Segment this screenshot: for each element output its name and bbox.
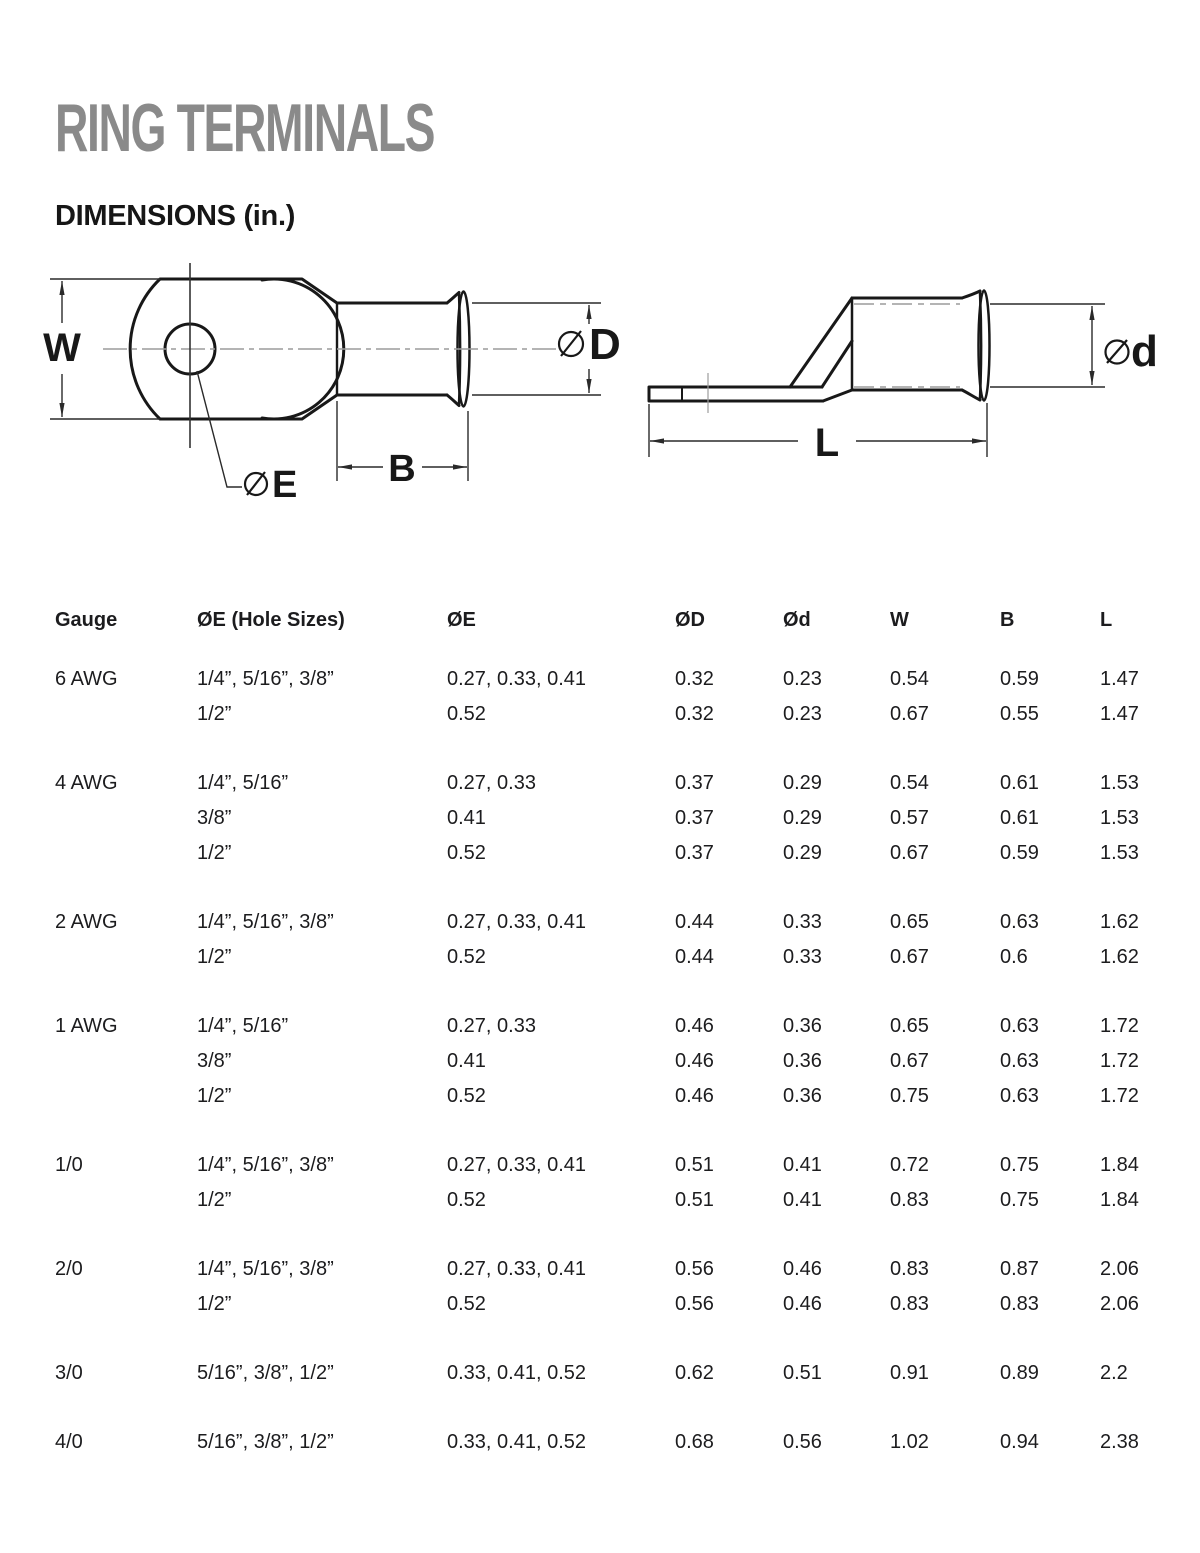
value-cell: 0.63: [1000, 1015, 1039, 1037]
value-cell: 0.41: [447, 807, 486, 829]
value-cell: 0.65: [890, 1015, 929, 1037]
value-cell: 0.67: [890, 1050, 929, 1072]
value-cell: 0.62: [675, 1362, 714, 1384]
value-cell: 0.83: [890, 1189, 929, 1211]
column-header: ØE: [447, 609, 476, 631]
value-cell: 1/2”: [197, 946, 232, 968]
value-cell: 2.06: [1100, 1258, 1139, 1280]
column-header: B: [1000, 609, 1015, 631]
value-cell: 0.27, 0.33, 0.41: [447, 668, 587, 690]
gauge-cell: 6 AWG: [55, 668, 118, 690]
value-cell: 0.57: [890, 807, 929, 829]
value-cell: 0.67: [890, 703, 929, 725]
gauge-cell: [55, 1183, 197, 1218]
value-cell: 0.36: [783, 1015, 822, 1037]
value-cell: 1.47: [1100, 703, 1139, 725]
value-cell: 0.55: [1000, 703, 1039, 725]
gauge-section: [55, 662, 1165, 732]
value-cell: 1/4”, 5/16”: [197, 772, 289, 794]
value-cell: 0.33: [783, 911, 822, 933]
value-cell: 0.68: [675, 1431, 714, 1453]
value-cell: 0.33: [783, 946, 822, 968]
gauge-section: [55, 1356, 1165, 1391]
value-cell: 0.83: [890, 1258, 929, 1280]
value-cell: 1/4”, 5/16”, 3/8”: [197, 1154, 334, 1176]
oe-leader-line: [197, 371, 242, 487]
value-cell: 0.63: [1000, 1085, 1039, 1107]
value-cell: 0.46: [783, 1293, 822, 1315]
gauge-cell: [55, 940, 197, 975]
value-cell: 0.83: [890, 1293, 929, 1315]
value-cell: 1.53: [1100, 842, 1139, 864]
dim-label-l: L: [814, 421, 840, 465]
value-cell: 0.33, 0.41, 0.52: [447, 1431, 587, 1453]
value-cell: 0.59: [1000, 842, 1039, 864]
value-cell: 0.56: [783, 1431, 822, 1453]
table-row: [55, 1356, 1165, 1391]
value-cell: 0.44: [675, 911, 714, 933]
table-row: [55, 1252, 1165, 1287]
value-cell: 0.36: [783, 1050, 822, 1072]
value-cell: 0.63: [1000, 1050, 1039, 1072]
gauge-cell: [55, 697, 197, 732]
column-header: W: [890, 609, 909, 631]
value-cell: 1.02: [890, 1431, 929, 1453]
page-title: RING TERMINALS: [55, 90, 435, 166]
dim-label-oe: E: [272, 464, 298, 506]
value-cell: 0.46: [783, 1258, 822, 1280]
value-cell: 0.59: [1000, 668, 1039, 690]
value-cell: 0.51: [783, 1362, 822, 1384]
value-cell: 1.53: [1100, 772, 1139, 794]
value-cell: 0.32: [675, 703, 714, 725]
table-row: [55, 697, 1165, 732]
value-cell: 0.94: [1000, 1431, 1039, 1453]
column-header: L: [1100, 609, 1113, 631]
value-cell: 0.56: [675, 1258, 714, 1280]
value-cell: 1/2”: [197, 703, 232, 725]
value-cell: 1/4”, 5/16”, 3/8”: [197, 668, 334, 690]
column-header: Gauge: [55, 609, 118, 631]
value-cell: 0.89: [1000, 1362, 1039, 1384]
dim-label-id: d: [1131, 327, 1158, 376]
value-cell: 1.84: [1100, 1154, 1139, 1176]
dimensions-table-body: [55, 662, 1165, 1494]
value-cell: 0.61: [1000, 807, 1039, 829]
value-cell: 0.52: [447, 1293, 486, 1315]
value-cell: 0.46: [675, 1085, 714, 1107]
value-cell: 1.72: [1100, 1050, 1139, 1072]
value-cell: 0.32: [675, 668, 714, 690]
side-tongue: [649, 387, 823, 401]
value-cell: 1/4”, 5/16”, 3/8”: [197, 911, 334, 933]
dimensions-table-header: [55, 603, 1165, 638]
table-row: [55, 766, 1165, 801]
gauge-cell: 1 AWG: [55, 1015, 118, 1037]
value-cell: 0.63: [1000, 911, 1039, 933]
table-header-row: [55, 603, 1165, 638]
value-cell: 0.27, 0.33, 0.41: [447, 1258, 587, 1280]
value-cell: 0.52: [447, 1189, 486, 1211]
gauge-section: [55, 1009, 1165, 1114]
gauge-cell: 2/0: [55, 1258, 83, 1280]
value-cell: 0.83: [1000, 1293, 1039, 1315]
gauge-cell: 1/0: [55, 1154, 83, 1176]
table-row: [55, 905, 1165, 940]
table-row: [55, 662, 1165, 697]
value-cell: 0.56: [675, 1293, 714, 1315]
value-cell: 2.38: [1100, 1431, 1139, 1453]
ring-terminal-side-view: [649, 291, 990, 402]
table-row: [55, 1425, 1165, 1460]
value-cell: 0.72: [890, 1154, 929, 1176]
table-row: [55, 1148, 1165, 1183]
dim-label-w: W: [43, 326, 81, 370]
gauge-cell: 4 AWG: [55, 772, 118, 794]
value-cell: 0.27, 0.33, 0.41: [447, 911, 587, 933]
value-cell: 1/2”: [197, 1293, 232, 1315]
value-cell: 0.23: [783, 668, 822, 690]
gauge-section: [55, 1148, 1165, 1218]
table-row: [55, 1009, 1165, 1044]
diameter-symbol-od: [559, 331, 583, 356]
table-row: [55, 801, 1165, 836]
value-cell: 1/2”: [197, 1085, 232, 1107]
value-cell: 0.75: [890, 1085, 929, 1107]
table-row: [55, 1183, 1165, 1218]
value-cell: 0.37: [675, 842, 714, 864]
value-cell: 0.52: [447, 842, 486, 864]
section-heading-dimensions: DIMENSIONS (in.): [55, 200, 296, 232]
gauge-section: [55, 1425, 1165, 1460]
value-cell: 0.41: [447, 1050, 486, 1072]
value-cell: 0.41: [783, 1154, 822, 1176]
value-cell: 0.46: [675, 1015, 714, 1037]
table-row: [55, 1287, 1165, 1322]
table-row: [55, 940, 1165, 975]
value-cell: 0.37: [675, 772, 714, 794]
value-cell: 0.67: [890, 842, 929, 864]
gauge-section: [55, 1252, 1165, 1322]
value-cell: 0.27, 0.33: [447, 772, 536, 794]
value-cell: 0.54: [890, 772, 929, 794]
gauge-cell: [55, 1079, 197, 1114]
table-row: [55, 1044, 1165, 1079]
diameter-symbol-oe: [245, 472, 267, 495]
value-cell: 0.91: [890, 1362, 929, 1384]
value-cell: 0.41: [783, 1189, 822, 1211]
column-header: ØE (Hole Sizes): [197, 609, 345, 631]
value-cell: 0.67: [890, 946, 929, 968]
gauge-section: [55, 766, 1165, 871]
value-cell: 0.46: [675, 1050, 714, 1072]
value-cell: 1/2”: [197, 1189, 232, 1211]
value-cell: 0.33, 0.41, 0.52: [447, 1362, 587, 1384]
id-extension-lines: [990, 304, 1105, 387]
value-cell: 0.75: [1000, 1189, 1039, 1211]
value-cell: 1/4”, 5/16”, 3/8”: [197, 1258, 334, 1280]
diameter-symbol-id: [1106, 340, 1129, 364]
value-cell: 0.52: [447, 1085, 486, 1107]
gauge-cell: 4/0: [55, 1431, 83, 1453]
value-cell: 1.84: [1100, 1189, 1139, 1211]
value-cell: 0.6: [1000, 946, 1028, 968]
dimension-diagrams: [0, 250, 1200, 520]
value-cell: 1.62: [1100, 946, 1139, 968]
value-cell: 5/16”, 3/8”, 1/2”: [197, 1431, 334, 1453]
column-header: ØD: [675, 609, 705, 631]
value-cell: 0.52: [447, 703, 486, 725]
value-cell: 0.29: [783, 807, 822, 829]
value-cell: 1/2”: [197, 842, 232, 864]
value-cell: 1/4”, 5/16”: [197, 1015, 289, 1037]
value-cell: 1.53: [1100, 807, 1139, 829]
value-cell: 0.23: [783, 703, 822, 725]
value-cell: 5/16”, 3/8”, 1/2”: [197, 1362, 334, 1384]
gauge-cell: [55, 1287, 197, 1322]
gauge-cell: 2 AWG: [55, 911, 118, 933]
side-bore-hidden-lines: [854, 304, 960, 387]
value-cell: 0.36: [783, 1085, 822, 1107]
value-cell: 1.47: [1100, 668, 1139, 690]
value-cell: 1.62: [1100, 911, 1139, 933]
value-cell: 0.51: [675, 1189, 714, 1211]
value-cell: 0.75: [1000, 1154, 1039, 1176]
dim-label-b: B: [388, 448, 416, 490]
value-cell: 0.29: [783, 772, 822, 794]
value-cell: 0.65: [890, 911, 929, 933]
value-cell: 0.52: [447, 946, 486, 968]
value-cell: 0.87: [1000, 1258, 1039, 1280]
value-cell: 0.29: [783, 842, 822, 864]
gauge-section: [55, 905, 1165, 975]
gauge-cell: 3/0: [55, 1362, 83, 1384]
gauge-cell: [55, 836, 197, 871]
value-cell: 1.72: [1100, 1015, 1139, 1037]
value-cell: 0.61: [1000, 772, 1039, 794]
value-cell: 0.27, 0.33, 0.41: [447, 1154, 587, 1176]
value-cell: 3/8”: [197, 1050, 232, 1072]
value-cell: 1.72: [1100, 1085, 1139, 1107]
gauge-cell: [55, 801, 197, 836]
value-cell: 0.37: [675, 807, 714, 829]
table-row: [55, 1079, 1165, 1114]
value-cell: 3/8”: [197, 807, 232, 829]
value-cell: 2.06: [1100, 1293, 1139, 1315]
value-cell: 0.54: [890, 668, 929, 690]
value-cell: 2.2: [1100, 1362, 1128, 1384]
dim-label-od: D: [589, 320, 621, 369]
value-cell: 0.27, 0.33: [447, 1015, 536, 1037]
table-row: [55, 836, 1165, 871]
value-cell: 0.44: [675, 946, 714, 968]
gauge-cell: [55, 1044, 197, 1079]
value-cell: 0.51: [675, 1154, 714, 1176]
column-header: Ød: [783, 609, 811, 631]
